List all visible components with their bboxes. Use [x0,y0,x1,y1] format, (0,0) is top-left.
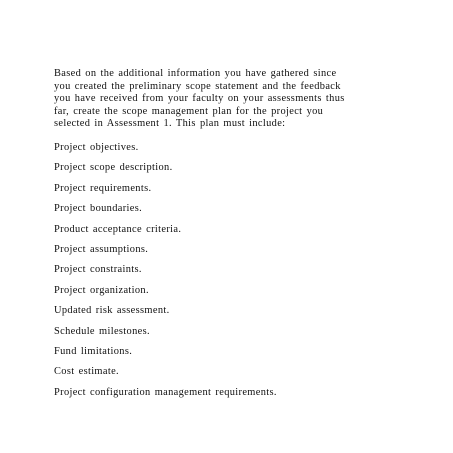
list-item: Project assumptions. [54,243,149,255]
list-item: Schedule milestones. [54,325,150,337]
list-item: Project organization. [54,284,149,296]
list-item: Product acceptance criteria. [54,223,182,235]
list-item: Cost estimate. [54,366,119,378]
list-item: Project constraints. [54,264,142,276]
list-item: Project scope description. [54,162,173,174]
intro-line: you have received from your faculty on your assessments thus [54,93,345,105]
list-item: Project configuration management requirements. [54,386,277,398]
list-item: Fund limitations. [54,345,133,357]
intro-line: selected in Assessment 1. This plan must include: [54,118,286,130]
list-item: Project boundaries. [54,203,143,215]
requirements-list [54,142,277,407]
list-item: Project requirements. [54,182,152,194]
intro-line: Based on the additional information you have gathered since [54,68,337,79]
intro-line: far, create the scope management plan for the project you [54,105,324,117]
list-item: Updated risk assessment. [54,305,170,317]
intro-line: you created the preliminary scope statement and the feedback [54,80,341,92]
list-item: Project objectives. [54,142,139,153]
intro-paragraph [54,68,399,131]
